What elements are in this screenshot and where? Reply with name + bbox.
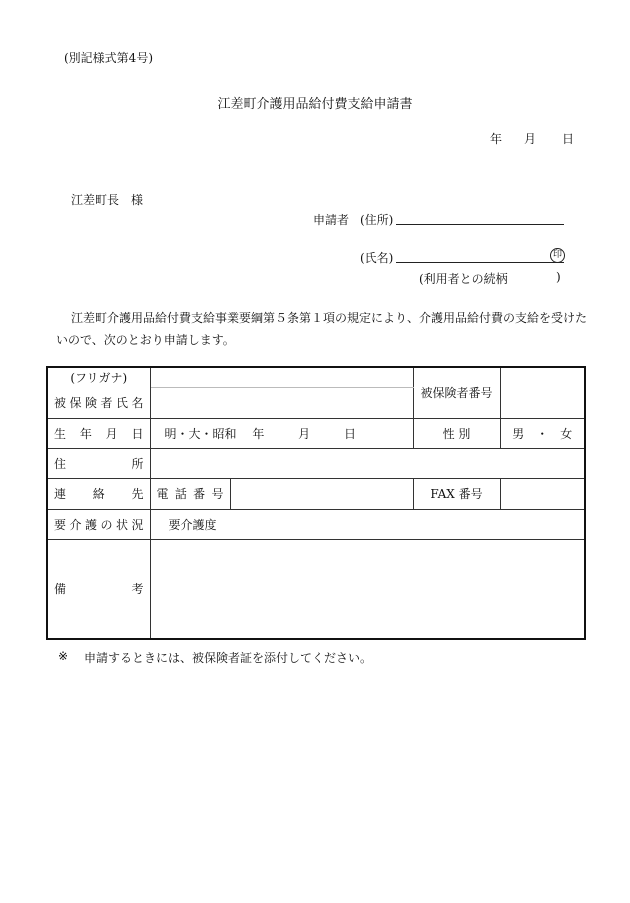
birth-year-label: 年: [252, 426, 265, 441]
relationship-close: ): [556, 270, 561, 284]
birth-day-label: 日: [343, 426, 356, 441]
footnote: 申請するときには、被保険者証を添付してください。: [84, 651, 373, 665]
body-text-line-1: 江差町介護用品給付費支給事業要綱第５条第１項の規定により、介護用品給付費の支給を受けた: [71, 311, 588, 325]
address-field[interactable]: [396, 224, 564, 225]
furigana-label: (フリガナ): [47, 367, 150, 387]
page-title: 江差町介護用品給付費支給申請書: [217, 97, 413, 112]
address-label: (住所): [360, 213, 394, 227]
birthdate-field[interactable]: [150, 418, 413, 448]
insured-name-label: 被保険者氏名: [47, 387, 150, 418]
fax-field[interactable]: [500, 478, 585, 509]
applicant-label: 申請者: [313, 213, 350, 227]
date-month-label: 月: [524, 132, 537, 146]
phone-field[interactable]: [230, 478, 413, 509]
sex-label: 性 別: [413, 418, 500, 448]
care-level-label: 要介護度: [168, 517, 217, 532]
addressee: 江差町長 様: [71, 193, 144, 207]
era-options: 明・大・昭和: [164, 426, 237, 441]
name-field[interactable]: [396, 262, 564, 263]
remarks-label: 備考: [47, 539, 150, 639]
note-mark: ※: [58, 649, 69, 663]
name-label: (氏名): [360, 251, 394, 265]
care-level-field[interactable]: [150, 509, 585, 539]
furigana-field[interactable]: [150, 367, 413, 387]
care-status-label: 要介護の状況: [47, 509, 150, 539]
address-row-field[interactable]: [150, 448, 585, 478]
body-text-line-2: いので、次のとおり申請します。: [56, 333, 235, 347]
sex-options[interactable]: 男 ・ 女: [500, 418, 585, 448]
seal-mark: 印: [550, 248, 565, 263]
relationship-label: (利用者との続柄: [419, 272, 508, 286]
phone-label: 電話番号: [150, 478, 230, 509]
insured-name-field[interactable]: [150, 387, 413, 418]
insured-number-label: 被保険者番号: [413, 367, 500, 418]
insured-number-field[interactable]: [500, 367, 585, 418]
fax-label: FAX 番号: [413, 478, 500, 509]
remarks-field[interactable]: [150, 539, 585, 639]
date-day-label: 日: [562, 132, 575, 146]
address-row-label: 住所: [47, 448, 150, 478]
application-table: [46, 366, 586, 640]
contact-label: 連絡先: [47, 478, 150, 509]
birth-month-label: 月: [298, 426, 311, 441]
date-year-label: 年: [490, 132, 503, 146]
birthdate-label: 生年月日: [47, 418, 150, 448]
form-number: (別記様式第4号): [64, 51, 153, 65]
